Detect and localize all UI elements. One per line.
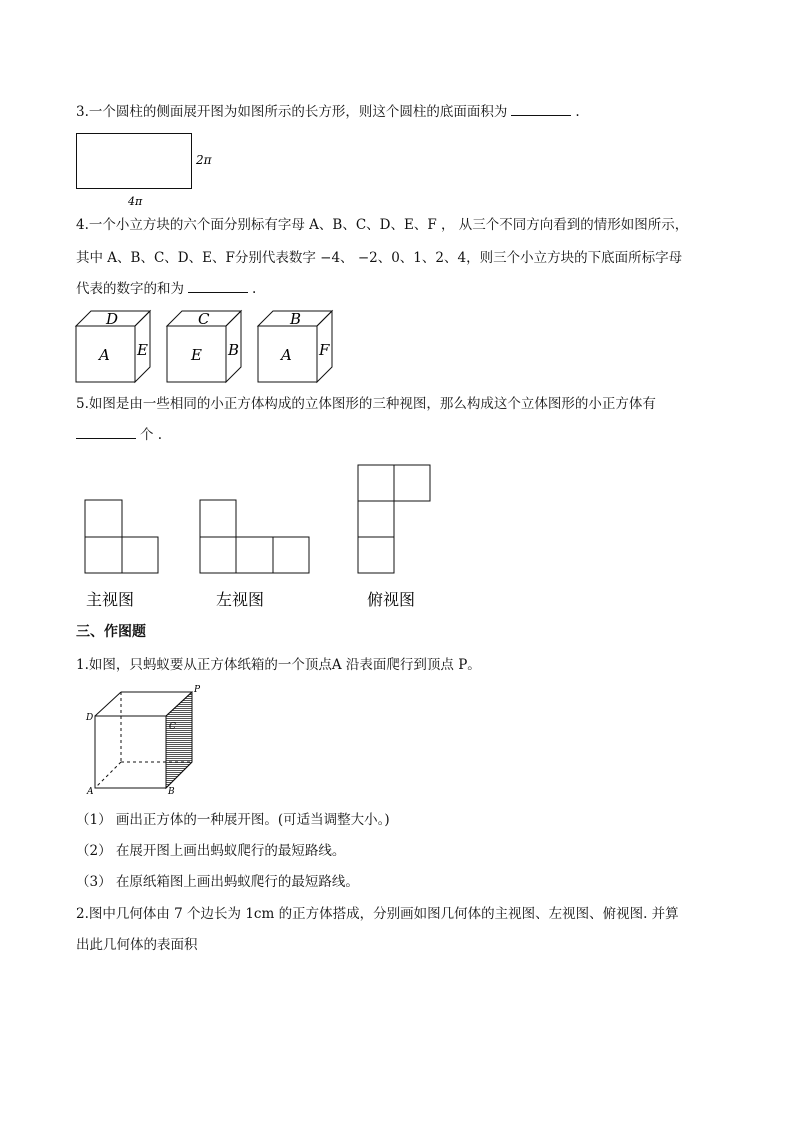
p1-item-2: （2） 在展开图上画出蚂蚁爬行的最短路线。 xyxy=(76,843,346,859)
q3-rectangle-figure xyxy=(70,128,230,208)
cube2-side-letter: B xyxy=(228,341,240,359)
q4-line1: 4.一个小立方块的六个面分别标有字母 A、B、C、D、E、F ， 从三个不同方向看到的情形如图所示， xyxy=(76,217,689,233)
q5-three-views-figure xyxy=(70,460,450,615)
cube2-front-letter: E xyxy=(191,346,202,364)
q3-answer-blank[interactable] xyxy=(511,103,571,116)
left-view xyxy=(200,500,309,573)
unfolded-rectangle xyxy=(77,134,192,189)
rect-height-label: 2π xyxy=(196,153,212,167)
p1-item-3: （3） 在原纸箱图上画出蚂蚁爬行的最短路线。 xyxy=(76,874,359,890)
p1-cube-box-figure xyxy=(84,684,214,796)
p1-text: 1.如图，只蚂蚁要从正方体纸箱的一个顶点A 沿表面爬行到顶点 P。 xyxy=(76,657,481,673)
vertex-C: C xyxy=(169,722,176,732)
q4-answer-blank[interactable] xyxy=(188,280,248,293)
cube3-top-letter: B xyxy=(290,310,302,328)
p2-line2: 出此几何体的表面积 xyxy=(76,937,198,953)
q3-text: 3.一个圆柱的侧面展开图为如图所示的长方形，则这个圆柱的底面面积为 . xyxy=(76,104,580,120)
q5-line2: 个 . xyxy=(76,426,162,444)
section-heading: 三、作图题 xyxy=(76,624,146,640)
p2-line1: 2.图中几何体由 7 个边长为 1cm 的正方体搭成，分别画如图几何体的主视图、左视图、俯视图. 并算 xyxy=(76,906,679,922)
shaded-side-face xyxy=(166,692,192,788)
q4-line3: 代表的数字的和为 . xyxy=(76,281,257,297)
cube1-side-letter: E xyxy=(137,341,148,359)
cube-3 xyxy=(258,310,332,382)
vertex-D: D xyxy=(86,713,94,723)
top-view xyxy=(358,465,430,573)
top-view-label: 俯视图 xyxy=(367,590,416,609)
vertex-A: A xyxy=(87,787,94,796)
front-view xyxy=(85,500,158,573)
cube1-top-letter: D xyxy=(106,310,119,328)
left-view-label: 左视图 xyxy=(216,590,265,609)
cube2-top-letter: C xyxy=(198,310,210,328)
vertex-B: B xyxy=(168,787,175,796)
cube3-side-letter: F xyxy=(319,341,330,359)
cube3-front-letter: A xyxy=(281,346,292,364)
rect-width-label: 4π xyxy=(128,195,143,208)
p1-item-1: （1） 画出正方体的一种展开图。(可适当调整大小。) xyxy=(76,812,390,828)
vertex-P: P xyxy=(194,685,201,695)
q4-cubes-figure xyxy=(70,305,350,387)
front-view-label: 主视图 xyxy=(86,590,135,609)
cube-2 xyxy=(167,310,241,382)
cube-1 xyxy=(76,310,150,382)
cube1-front-letter: A xyxy=(99,346,110,364)
q4-line2: 其中 A、B、C、D、E、F分别代表数字 −4、 −2、0、1、2、4，则三个小立方块的下底面所标字母 xyxy=(76,250,683,266)
q5-answer-blank[interactable] xyxy=(76,426,136,439)
q5-line1: 5.如图是由一些相同的小正方体构成的立体图形的三种视图，那么构成这个立体图形的小正方体有 xyxy=(76,396,656,412)
